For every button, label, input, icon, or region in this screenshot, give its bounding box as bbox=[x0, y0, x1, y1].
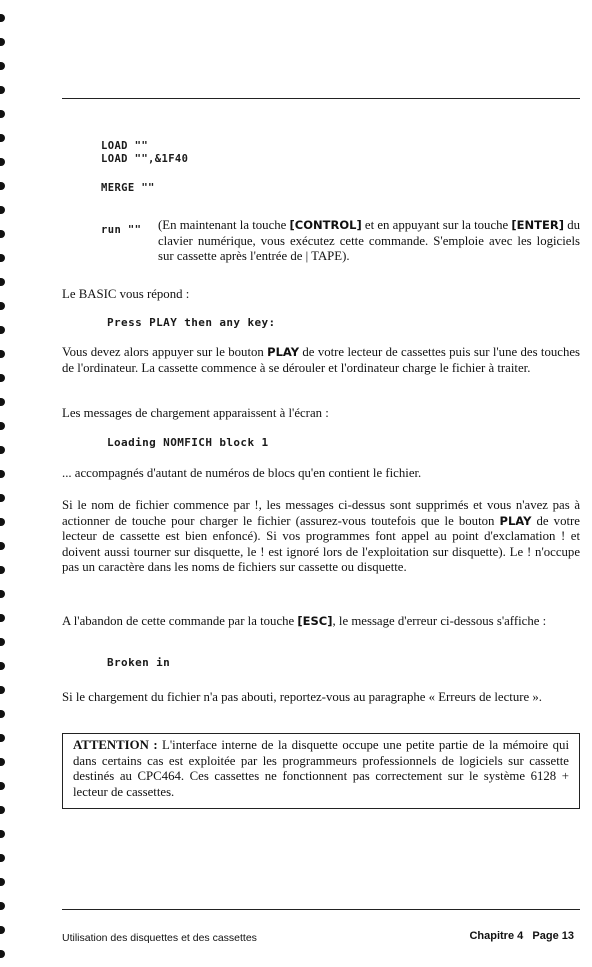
binding-holes bbox=[0, 0, 10, 967]
key-enter: [ENTER] bbox=[511, 218, 564, 232]
key-play-2: PLAY bbox=[499, 513, 532, 528]
esc-paragraph: A l'abandon de cette commande par la touche [ESC], le message d'erreur ci-dessous s'affiche : bbox=[62, 614, 547, 628]
run-description: (En maintenant la touche [CONTROL] et en appuyant sur la touche [ENTER] du clavier numérique, vous exécutez cette commande. S'emploie avec les logiciels sur cassette après l'entrée de | TAPE). bbox=[158, 218, 580, 264]
code-load-address: LOAD "",&1F40 bbox=[101, 153, 189, 165]
code-merge: MERGE "" bbox=[101, 182, 155, 194]
code-load: LOAD "" bbox=[101, 140, 149, 152]
code-run: run "" bbox=[101, 224, 142, 236]
attention-label: ATTENTION : bbox=[73, 738, 158, 752]
exclamation-paragraph: Si le nom de fichier commence par !, les messages ci-dessus sont supprimés et vous n'avez pas à actionner de touche pour charger le fichier (assurez-vous toutefois que le bouton PLAY de votre lecteur de cassette est bien enfoncé). Si vos programmes font appel au point d'exclamation ! et doivent aussi tourner sur disquette, le ! est ignoré lors de l'exploitation sur disquette). Le ! n'occupe pas un caractère dans les noms de fichiers sur cassette ou disquette. bbox=[62, 498, 580, 575]
attention-text: L'interface interne de la disquette occupe une petite partie de la mémoire qui dans certains cas est exploitée par les programmeurs professionnels de logiciels sur cassette destinés au CPC464. Ces cassettes ne fonctionnent pas correctement sur le système 6128 + lecteur de cassettes. bbox=[73, 738, 569, 799]
key-play: PLAY bbox=[267, 345, 300, 359]
basic-responds: Le BASIC vous répond : bbox=[62, 287, 190, 301]
attention-box bbox=[62, 733, 580, 809]
broken-in-message: Broken in bbox=[107, 656, 171, 669]
press-play-message: Press PLAY then any key: bbox=[107, 316, 276, 329]
footer-page: Chapitre 4 Page 13 bbox=[469, 930, 574, 942]
error-paragraph: Si le chargement du fichier n'a pas abouti, reportez-vous au paragraphe « Erreurs de lecture ». bbox=[62, 690, 542, 704]
key-control: [CONTROL] bbox=[289, 218, 362, 232]
messages-intro: Les messages de chargement apparaissent à l'écran : bbox=[62, 406, 329, 420]
footer-title: Utilisation des disquettes et des cassettes bbox=[62, 932, 257, 944]
play-paragraph: Vous devez alors appuyer sur le bouton PLAY de votre lecteur de cassettes puis sur l'une des touches de l'ordinateur. La cassette commence à se dérouler et l'ordinateur charge le fichier à traiter. bbox=[62, 345, 580, 375]
accompanied-text: ... accompagnés d'autant de numéros de blocs qu'en contient le fichier. bbox=[62, 466, 422, 480]
top-rule bbox=[62, 98, 580, 99]
key-esc: [ESC] bbox=[297, 614, 333, 628]
loading-message: Loading NOMFICH block 1 bbox=[107, 436, 269, 449]
bottom-rule bbox=[62, 909, 580, 910]
